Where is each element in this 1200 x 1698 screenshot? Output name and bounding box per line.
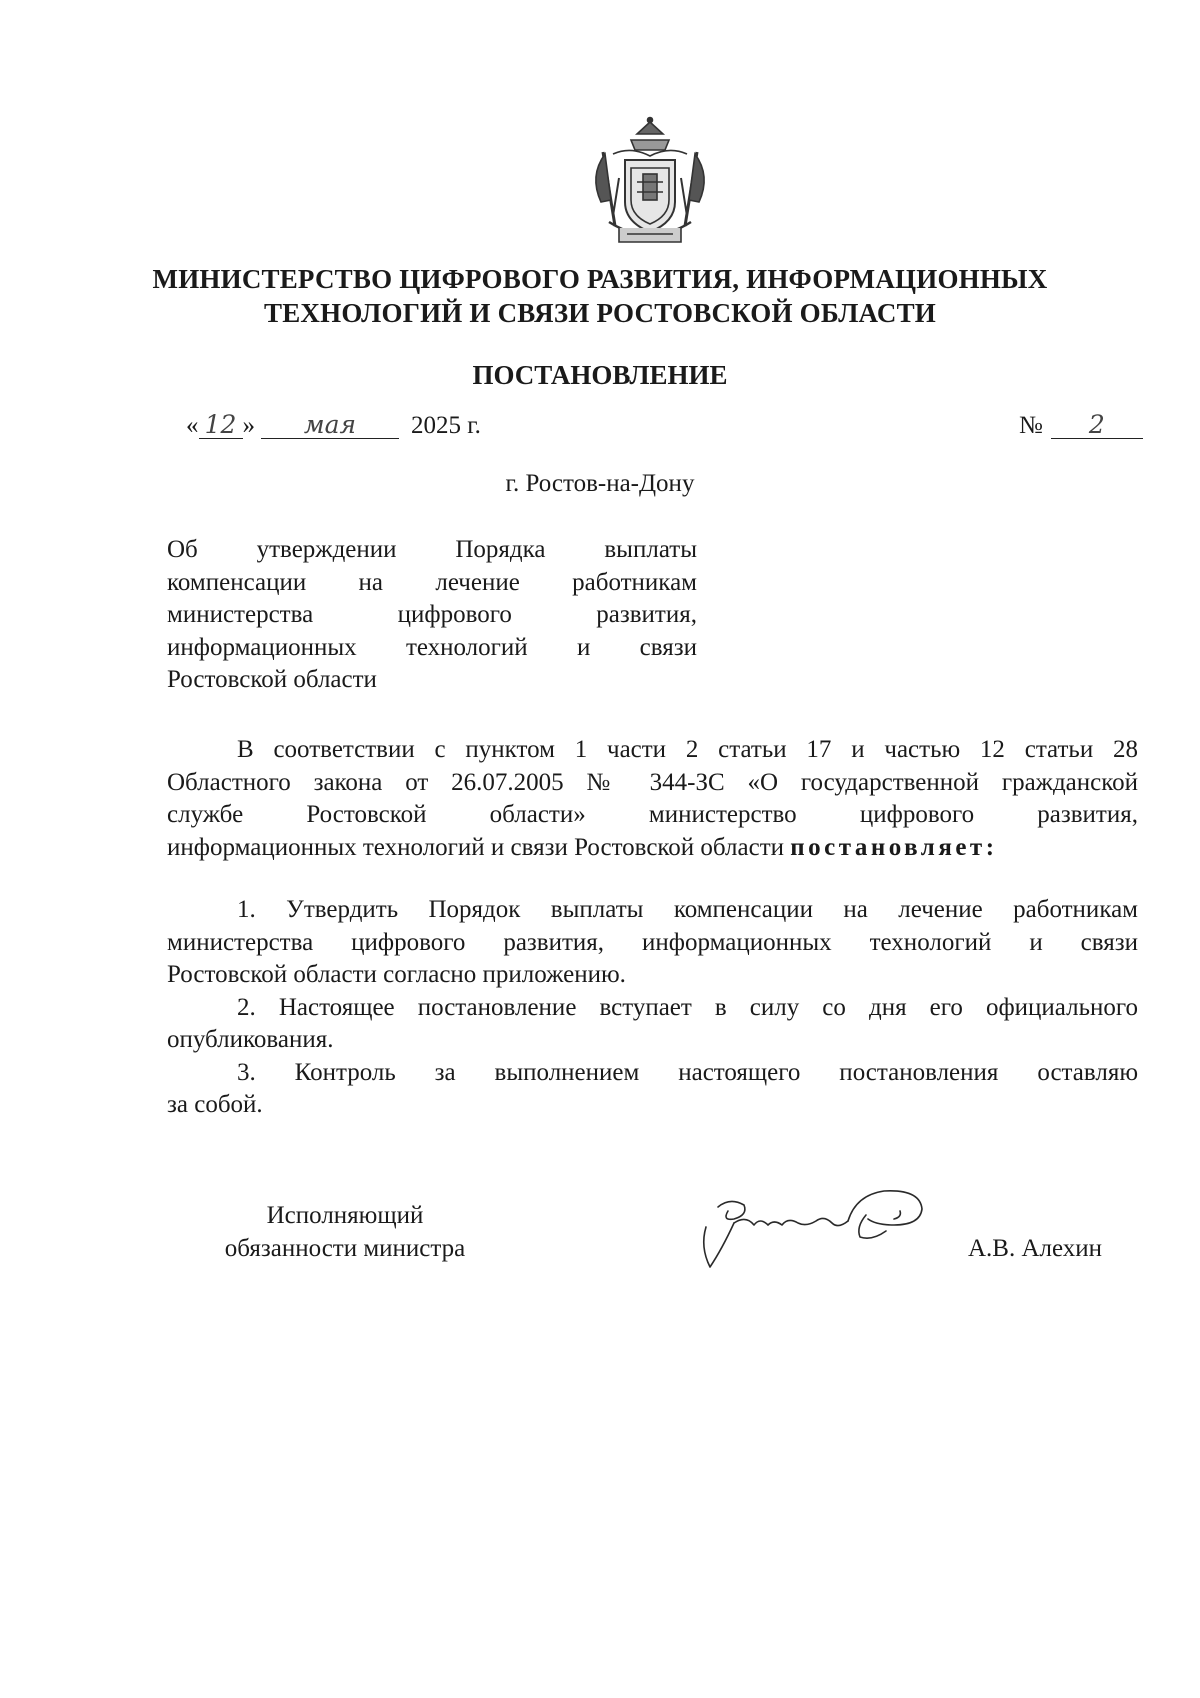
preamble-line: В соответствии с пунктом 1 части 2 статьи 17 и частью 12 статьи 28 [237,736,1138,763]
item-line: министерства цифрового развития, информационных технологий и связи [167,928,1138,956]
handwritten-signature [688,1175,933,1275]
subject-line: Ростовской области [167,666,377,693]
signatory-position [180,1200,510,1265]
item-line: 2. Настоящее постановление вступает в силу со дня его официального [237,993,1138,1021]
ministry-name-line-2: ТЕХНОЛОГИЙ И СВЯЗИ РОСТОВСКОЙ ОБЛАСТИ [264,298,936,328]
subject-line: компенсации на лечение работникам [167,568,697,596]
document-subject [167,534,697,697]
ministry-name [120,262,1080,330]
item-line: 3. Контроль за выполнением настоящего постановления оставляю [237,1058,1138,1086]
date-month-handwritten: мая [261,412,399,439]
date-year: 2025 г. [411,412,481,439]
signatory-position-line-1: Исполняющий [266,1202,424,1229]
preamble-line: службе Ростовской области» министерство цифрового развития, [167,801,1138,828]
item-line: опубликования. [167,1026,334,1053]
resolution-item-2 [167,992,1138,1057]
document-type-title: ПОСТАНОВЛЕНИЕ [472,360,728,390]
document-city: г. Ростов-на-Дону [505,470,695,497]
resolution-items [167,894,1138,1122]
subject-line: министерства цифрового развития, [167,601,697,628]
ministry-name-line-1: МИНИСТЕРСТВО ЦИФРОВОГО РАЗВИТИЯ, ИНФОРМАЦИОННЫХ [152,264,1048,294]
item-line: 1. Утвердить Порядок выплаты компенсации на лечение работникам [237,896,1138,923]
item-line: за собой. [167,1091,263,1118]
date-day-handwritten: 12 [199,412,243,439]
preamble-paragraph [167,734,1138,864]
date-open-quote: « [186,412,199,439]
item-line: Ростовской области согласно приложению. [167,961,626,988]
signatory-position-line-2: обязанности министра [224,1234,466,1262]
document-date [186,410,481,442]
number-label: № [1019,412,1043,439]
subject-line: Об утверждении Порядка выплаты [167,536,697,563]
document-number [1019,410,1143,442]
subject-line: информационных технологий и связи [167,633,697,661]
resolves-word: постановляет: [790,833,998,861]
preamble-last-line: информационных технологий и связи Ростовской области [167,833,784,861]
resolution-item-3 [167,1057,1138,1122]
date-close-quote: » [242,412,255,439]
number-value-handwritten: 2 [1051,412,1143,439]
preamble-line [167,832,1138,865]
signatory-name: А.В. Алехин [968,1235,1103,1262]
rostov-coat-of-arms-emblem [579,116,721,252]
resolution-item-1 [167,894,1138,992]
preamble-line: Областного закона от 26.07.2005 № 344-ЗС «О государственной гражданской [167,768,1138,796]
